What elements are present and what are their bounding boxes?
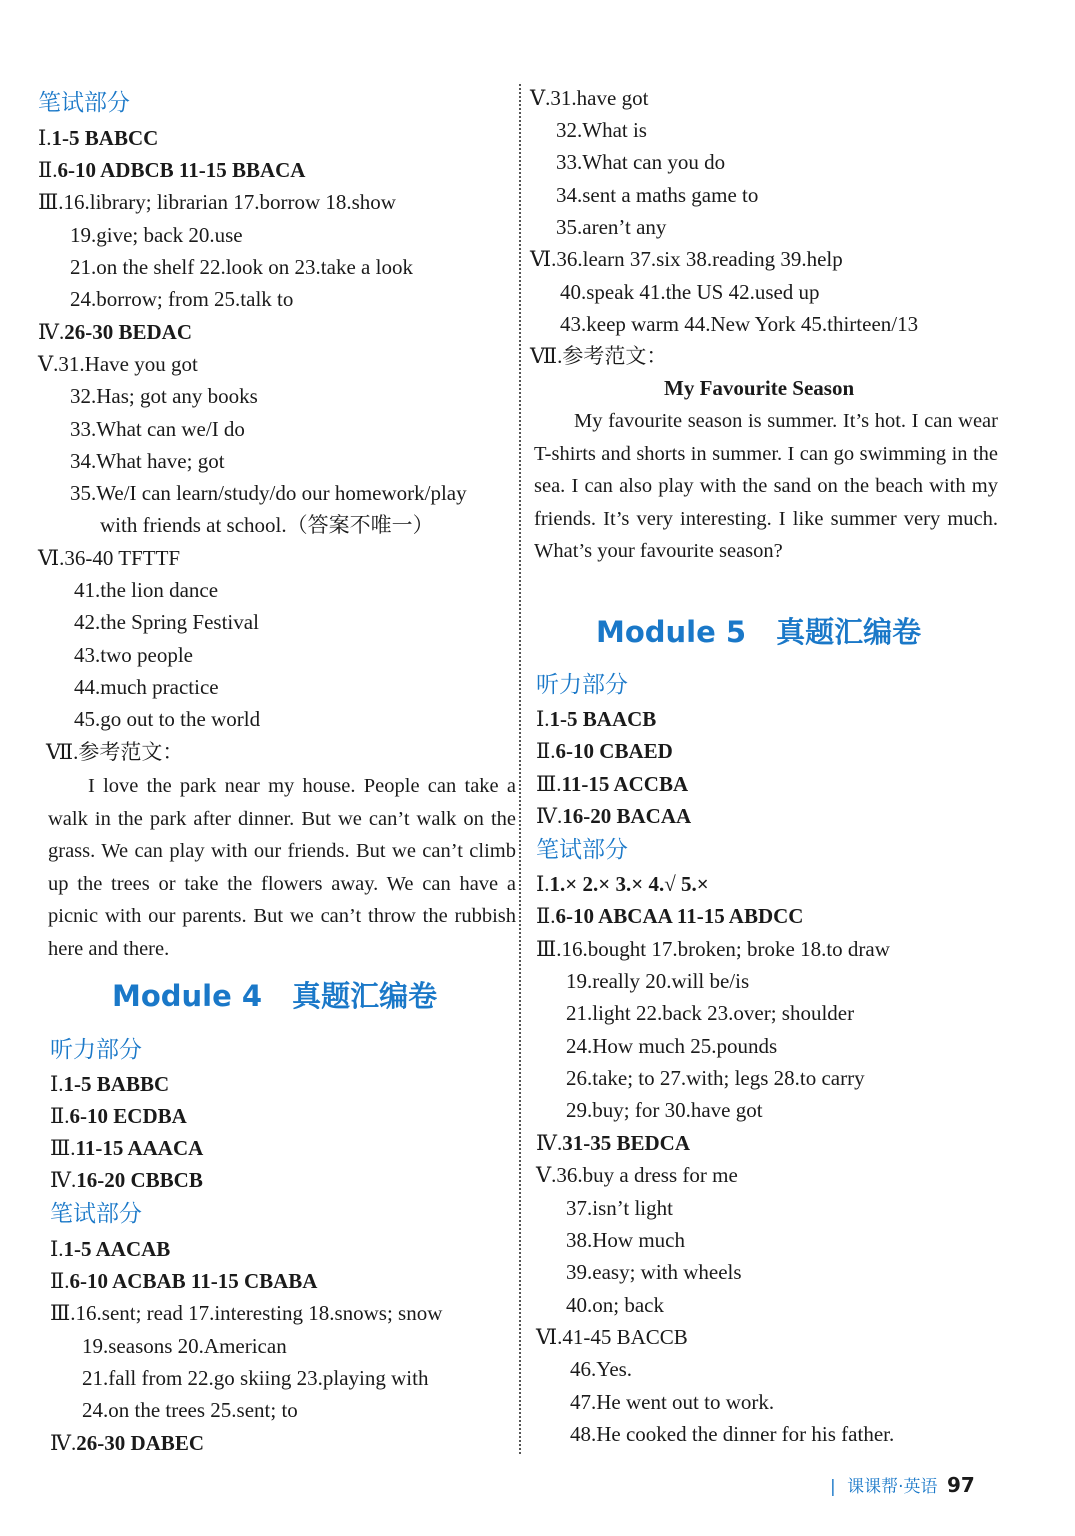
answer-line: 48.He cooked the dinner for his father.	[570, 1422, 895, 1446]
answer-line: 29.buy; for 30.have got	[566, 1098, 763, 1122]
writing-heading: 笔试部分	[536, 837, 628, 863]
answer-line: Ⅳ.16-20 BACAA	[536, 804, 692, 828]
answer-line: 19.give; back 20.use	[70, 223, 243, 247]
footer-brand: 课课帮·英语	[847, 1477, 938, 1497]
answer-line: Ⅴ.36.buy a dress for me	[536, 1163, 738, 1187]
answer-line: 19.really 20.will be/is	[566, 969, 750, 993]
page-footer	[830, 1472, 975, 1497]
answer-line: 21.fall from 22.go skiing 23.playing with	[82, 1366, 429, 1390]
answer-line: 42.the Spring Festival	[74, 610, 259, 634]
answer-line: 21.on the shelf 22.look on 23.take a look	[70, 255, 413, 279]
answer-line: 24.on the trees 25.sent; to	[82, 1398, 298, 1422]
answer-line: 34.sent a maths game to	[556, 183, 759, 207]
answer-line: 33.What can we/I do	[70, 417, 245, 441]
module-4-title: Module 4 真题汇编卷	[112, 979, 438, 1013]
answer-line: Ⅲ.16.sent; read 17.interesting 18.snows; snow	[50, 1301, 443, 1325]
answer-line: Ⅲ.11-15 AAACA	[50, 1136, 204, 1160]
answer-line: Ⅵ.36-40 TFTTF	[38, 546, 181, 570]
answer-line: 35.aren’t any	[556, 215, 667, 239]
answer-line: 45.go out to the world	[74, 707, 261, 731]
answer-line: 34.What have; got	[70, 449, 225, 473]
answer-line: Ⅳ.31-35 BEDCA	[536, 1131, 690, 1155]
answer-line: 19.seasons 20.American	[82, 1334, 287, 1358]
answer-line: Ⅶ.参考范文：	[530, 344, 668, 368]
answer-line: 38.How much	[566, 1228, 685, 1252]
answer-line: 40.speak 41.the US 42.used up	[560, 280, 820, 304]
answer-line: Ⅱ.6-10 ACBAB 11-15 CBABA	[50, 1269, 318, 1293]
answer-line: 32.Has; got any books	[70, 384, 258, 408]
module-5-title: Module 5 真题汇编卷	[596, 615, 922, 649]
answer-line: 43.keep warm 44.New York 45.thirteen/13	[560, 312, 919, 336]
answer-line: Ⅶ.参考范文：	[46, 740, 184, 764]
answer-line: 21.light 22.back 23.over; shoulder	[566, 1001, 855, 1025]
answer-line: 41.the lion dance	[74, 578, 219, 602]
answer-line: 43.two people	[74, 643, 193, 667]
writing-heading: 笔试部分	[50, 1201, 142, 1227]
listening-heading: 听力部分	[536, 672, 628, 698]
answer-line: Ⅰ.1.× 2.× 3.× 4.√ 5.×	[536, 872, 709, 896]
answer-line: 26.take; to 27.with; legs 28.to carry	[566, 1066, 865, 1090]
answer-line: 24.borrow; from 25.talk to	[70, 287, 294, 311]
answer-line: 33.What can you do	[556, 150, 726, 174]
answer-line: Ⅴ.31.have got	[530, 86, 649, 110]
column-divider	[519, 84, 521, 1454]
answer-line: 39.easy; with wheels	[566, 1260, 742, 1284]
answer-line: with friends at school.（答案不唯一）	[100, 513, 434, 537]
sample-essay: I love the park near my house. People can take a walk in the park after dinner. But we can’t walk on the grass. We can play with our friends. But we can’t climb up the trees or take the flowers away. We can have a picnic with our parents. But we can’t throw the rubbish here and there.	[48, 775, 516, 960]
answer-line: 35.We/I can learn/study/do our homework/play	[70, 481, 467, 505]
answer-line: 24.How much 25.pounds	[566, 1034, 778, 1058]
listening-heading: 听力部分	[50, 1037, 142, 1063]
answer-line: 44.much practice	[74, 675, 219, 699]
answer-line: Ⅴ.31.Have you got	[38, 352, 198, 376]
answer-line: Ⅱ.6-10 ECDBA	[50, 1104, 187, 1128]
writing-heading: 笔试部分	[38, 90, 130, 116]
page-number: 97	[946, 1473, 975, 1497]
answer-line: Ⅰ.1-5 BAACB	[536, 707, 657, 731]
answer-line: Ⅵ.41-45 BACCB	[536, 1325, 688, 1349]
answer-line: Ⅳ.26-30 BEDAC	[38, 320, 192, 344]
answer-line: Ⅰ.1-5 BABBC	[50, 1072, 170, 1096]
answer-line: Ⅳ.26-30 DABEC	[50, 1431, 204, 1455]
answer-line: 46.Yes.	[570, 1357, 633, 1381]
sample-essay: My favourite season is summer. It’s hot. I can wear T-shirts and shorts in summer. I can go swimming in the sea. I can also play with the sand on the beach with my friends. It’s very interesting. I like summer very much. What’s your favourite season?	[534, 410, 998, 562]
answer-line: 32.What is	[556, 118, 647, 142]
essay-title: My Favourite Season	[664, 376, 855, 400]
footer-divider: |	[830, 1477, 836, 1497]
answer-line: Ⅰ.1-5 BABCC	[38, 126, 159, 150]
answer-line: Ⅲ.16.library; librarian 17.borrow 18.show	[38, 190, 396, 214]
answer-line: 40.on; back	[566, 1293, 664, 1317]
answer-line: 47.He went out to work.	[570, 1390, 775, 1414]
answer-line: Ⅱ.6-10 CBAED	[536, 739, 673, 763]
answer-line: Ⅳ.16-20 CBBCB	[50, 1168, 203, 1192]
answer-line: Ⅰ.1-5 AACAB	[50, 1237, 171, 1261]
answer-line: Ⅱ.6-10 ADBCB 11-15 BBACA	[38, 158, 306, 182]
answer-line: Ⅵ.36.learn 37.six 38.reading 39.help	[530, 247, 843, 271]
answer-line: Ⅱ.6-10 ABCAA 11-15 ABDCC	[536, 904, 804, 928]
answer-line: 37.isn’t light	[566, 1196, 673, 1220]
answer-line: Ⅲ.16.bought 17.broken; broke 18.to draw	[536, 937, 890, 961]
answer-line: Ⅲ.11-15 ACCBA	[536, 772, 689, 796]
